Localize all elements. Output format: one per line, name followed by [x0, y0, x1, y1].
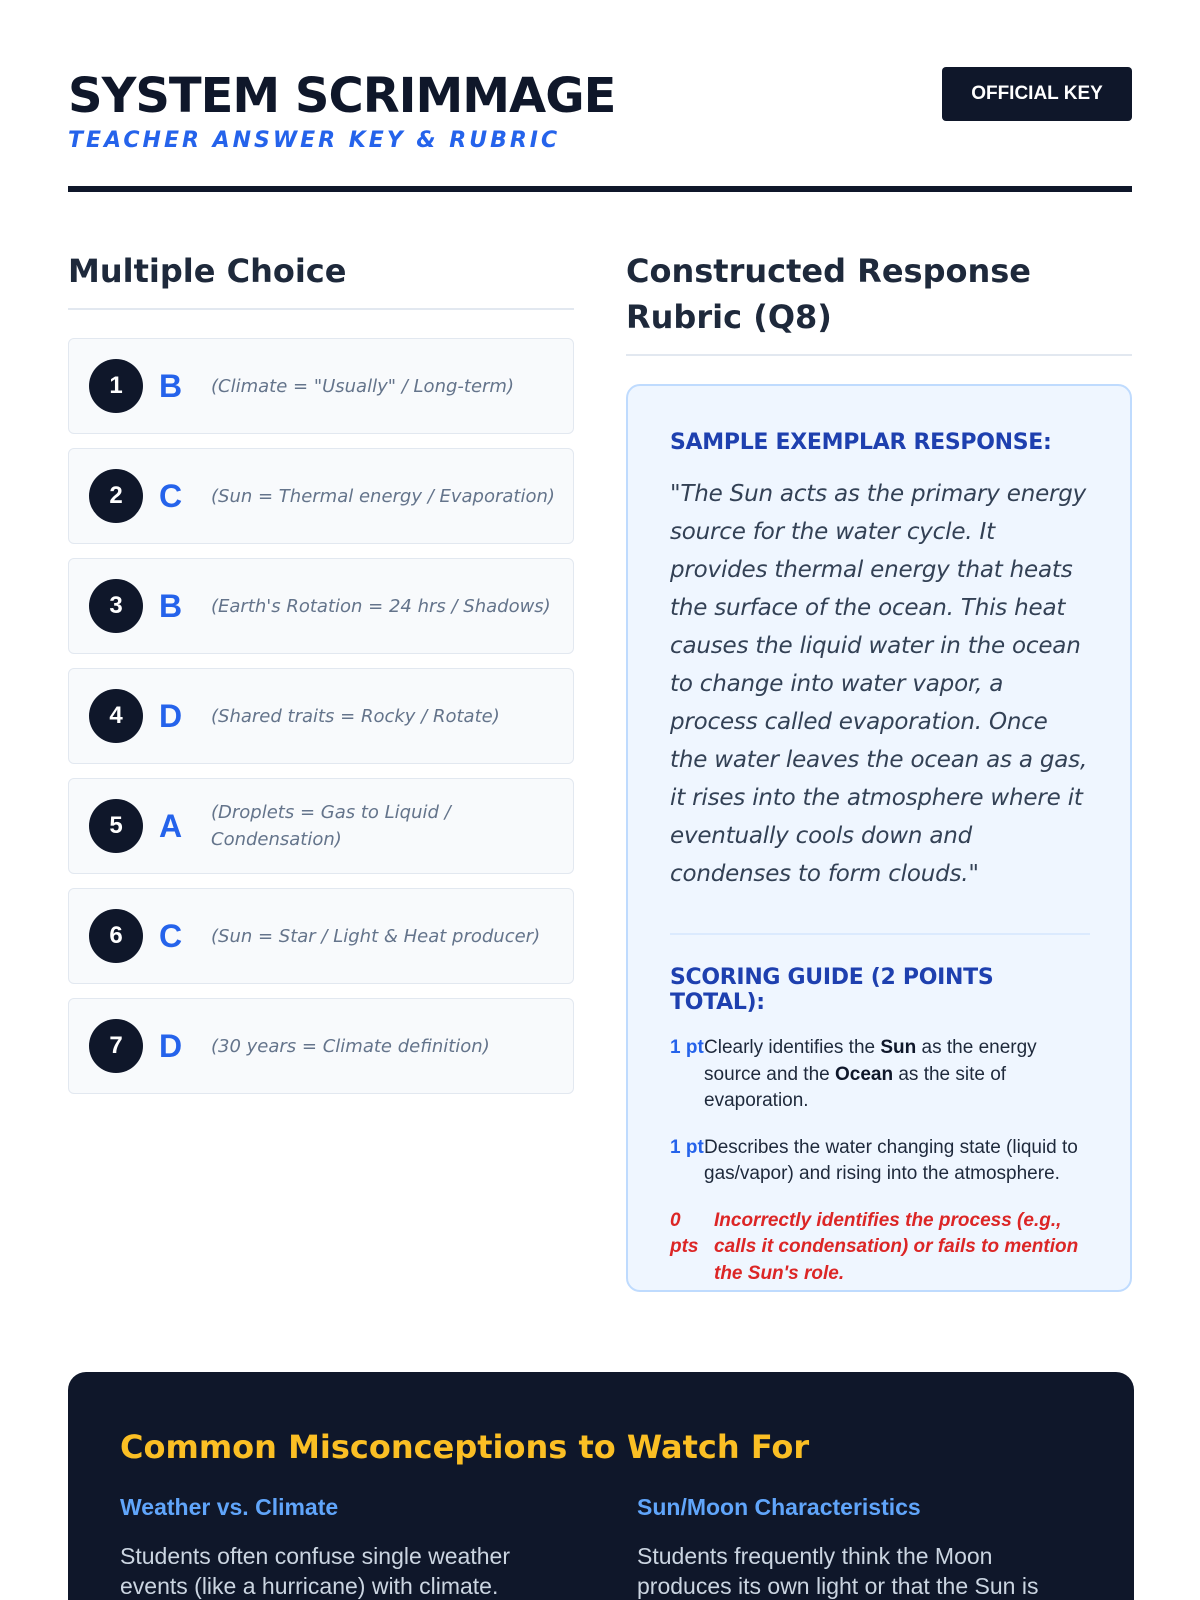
answer-letter: B: [159, 587, 183, 624]
question-number: 6: [89, 909, 143, 963]
answer-letter: A: [159, 807, 183, 844]
criterion-keyword: Ocean: [834, 1063, 894, 1085]
scoring-guide-label: SCORING GUIDE (2 POINTS TOTAL):: [670, 965, 994, 1015]
criterion-text: as the site of evaporation.: [704, 1063, 1007, 1111]
misconception-card: [637, 1494, 1082, 1600]
misconception-heading: Sun/Moon Characteristics: [637, 1494, 921, 1520]
answer-row: [68, 888, 574, 984]
answer-row: [68, 558, 574, 654]
answer-row: [68, 998, 574, 1094]
answer-letter: C: [159, 477, 183, 514]
answer-letter: D: [159, 697, 183, 734]
question-number: 4: [89, 689, 143, 743]
misconceptions-title: Common Misconceptions to Watch For: [120, 1428, 810, 1466]
criterion-text: as the energy source and the: [704, 1037, 1037, 1085]
multiple-choice-list: [68, 338, 574, 1094]
question-number: 5: [89, 799, 143, 853]
multiple-choice-heading: Multiple Choice: [68, 248, 574, 310]
page-subtitle: TEACHER ANSWER KEY & RUBRIC: [68, 128, 561, 153]
rubric-divider: [670, 933, 1090, 935]
misconceptions-panel: [68, 1372, 1134, 1600]
answer-row: [68, 668, 574, 764]
question-number: 7: [89, 1019, 143, 1073]
multiple-choice-section: [68, 248, 574, 1292]
answer-rationale: (Earth's Rotation = 24 hrs / Shadows): [211, 595, 551, 617]
rubric-heading: Constructed Response Rubric (Q8): [626, 248, 1132, 356]
page-title: SYSTEM SCRIMMAGE: [68, 68, 616, 124]
exemplar-label: SAMPLE EXEMPLAR RESPONSE:: [670, 430, 1052, 455]
answer-rationale: (Sun = Star / Light & Heat producer): [211, 925, 541, 947]
misconception-text: Students frequently think the Moon produces its own light or that the Sun is: [637, 1543, 1039, 1599]
criterion-description: [704, 1035, 1090, 1115]
question-number: 2: [89, 469, 143, 523]
answer-rationale: (Droplets = Gas to Liquid / Condensation): [211, 802, 451, 850]
answer-rationale: (30 years = Climate definition): [211, 1035, 490, 1057]
misconception-card: [120, 1494, 565, 1600]
exemplar-response: "The Sun acts as the primary energy source for the water cycle. It provides thermal energy that heats the surface of the ocean. This heat causes the liquid water in the ocean to change into water vapor, a process called evaporation. Once the water leaves the ocean as a gas, it rises into the atmosphere where it eventually cools down and condenses to form clouds.": [670, 481, 1088, 887]
answer-letter: C: [159, 917, 183, 954]
answer-letter: B: [159, 367, 183, 404]
content-columns: [68, 248, 1132, 1292]
scoring-criterion-zero: [670, 1208, 1090, 1288]
rubric-box: [626, 384, 1132, 1292]
criterion-points: 1 pt: [670, 1037, 704, 1058]
rubric-section: [626, 248, 1132, 1292]
misconception-text: Students often confuse single weather events (like a hurricane) with climate.: [120, 1543, 510, 1599]
answer-row: [68, 448, 574, 544]
criterion-description: Describes the water changing state (liquid to gas/vapor) and rising into the atmosphere.: [704, 1136, 1078, 1184]
criterion-keyword: Sun: [880, 1037, 917, 1058]
answer-rationale: (Shared traits = Rocky / Rotate): [211, 705, 500, 727]
page-header: [68, 0, 1132, 192]
answer-rationale: (Sun = Thermal energy / Evaporation): [211, 485, 555, 507]
question-number: 3: [89, 579, 143, 633]
criterion-description: Incorrectly identifies the process (e.g., calls it condensation) or fails to mention the Sun's role.: [714, 1209, 1079, 1284]
answer-letter: D: [159, 1027, 183, 1064]
criterion-points: 1 pt: [670, 1136, 704, 1158]
official-key-badge: OFFICIAL KEY: [942, 67, 1132, 121]
misconceptions-grid: [120, 1494, 1082, 1600]
question-number: 1: [89, 359, 143, 413]
scoring-criterion: [670, 1135, 1090, 1188]
criterion-points: 0 pts: [670, 1209, 699, 1257]
answer-row: [68, 778, 574, 874]
answer-rationale: (Climate = "Usually" / Long-term): [211, 375, 514, 397]
criterion-text: Clearly identifies the: [704, 1037, 881, 1058]
answer-row: [68, 338, 574, 434]
scoring-criterion: [670, 1035, 1090, 1115]
misconception-heading: Weather vs. Climate: [120, 1494, 339, 1520]
